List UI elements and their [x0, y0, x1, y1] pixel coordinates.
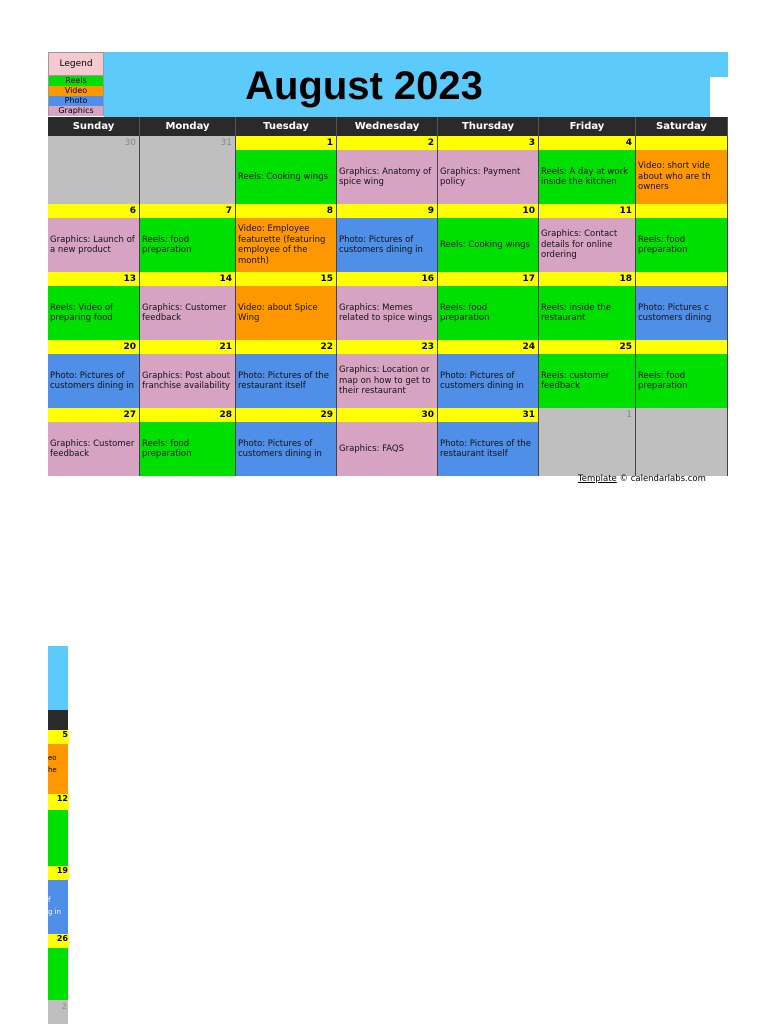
event-text: Graphics: Anatomy of spice wing [339, 166, 432, 187]
event-text: Graphics: Memes related to spice wings [339, 302, 433, 323]
day-number: 24 [438, 340, 538, 354]
week-row [48, 340, 728, 408]
event-text: Reels: food preparation [142, 234, 192, 255]
day-cell[interactable] [140, 408, 236, 476]
fragment-text: eo [48, 754, 57, 762]
event-text: Graphics: Post about franchise availability [142, 370, 231, 391]
legend-item-reels: Reels [48, 76, 104, 86]
event-text: Graphics: Customer feedback [50, 438, 135, 459]
event-text: Photo: Pictures of customers dining in [238, 438, 322, 459]
event-text: Reels: A day at work inside the kitchen [541, 166, 629, 187]
day-cell[interactable] [337, 136, 438, 204]
day-number: 20 [48, 340, 139, 354]
day-cell[interactable] [636, 136, 728, 204]
event-text: Photo: Pictures c customers dining [638, 302, 712, 323]
day-cell[interactable] [48, 408, 140, 476]
day-cell[interactable] [236, 136, 337, 204]
legend-item-graphics: Graphics [48, 106, 104, 116]
day-cell[interactable] [236, 272, 337, 340]
fragment-day-num: 2 [48, 1000, 68, 1024]
day-cell[interactable] [636, 272, 728, 340]
event-text: Graphics: Payment policy [440, 166, 521, 187]
day-cell[interactable] [438, 136, 539, 204]
day-number: 28 [140, 408, 235, 422]
weekday-header-row [48, 117, 728, 136]
template-link[interactable]: Template [578, 474, 617, 484]
weekday-header-saturday: Saturday [636, 117, 728, 136]
calendar-title: August 2023 [245, 64, 483, 108]
day-number [636, 408, 727, 422]
day-number: 14 [140, 272, 235, 286]
event-text: Reels: food preparation [638, 234, 688, 255]
day-cell[interactable] [48, 204, 140, 272]
day-cell[interactable] [438, 272, 539, 340]
event-text: Photo: Pictures of customers dining in [440, 370, 524, 391]
event-text: Reels: customer feedback [541, 370, 610, 391]
week-row [48, 408, 728, 476]
day-number [636, 136, 727, 150]
event-text: Graphics: Location or map on how to get to their restaurant [339, 365, 431, 397]
day-number: 18 [539, 272, 635, 286]
day-cell[interactable] [438, 204, 539, 272]
day-number: 1 [539, 408, 635, 422]
day-number: 30 [337, 408, 437, 422]
day-cell[interactable] [636, 340, 728, 408]
event-text: Video: Employee featurette (featuring employee of the month) [238, 224, 326, 266]
day-cell[interactable] [636, 204, 728, 272]
day-number: 7 [140, 204, 235, 218]
day-number: 31 [438, 408, 538, 422]
day-number: 21 [140, 340, 235, 354]
event-text: Photo: Pictures of customers dining in [339, 234, 423, 255]
weekday-header-sunday: Sunday [48, 117, 140, 136]
day-cell[interactable] [337, 204, 438, 272]
legend-item-video: Video [48, 86, 104, 96]
day-number: 10 [438, 204, 538, 218]
event-text: Reels: Cooking wings [440, 239, 530, 250]
day-number: 29 [236, 408, 336, 422]
day-cell[interactable] [140, 340, 236, 408]
day-cell[interactable] [236, 204, 337, 272]
day-cell[interactable] [539, 408, 636, 476]
fragment-text: g in [48, 908, 62, 916]
day-number: 6 [48, 204, 139, 218]
event-text: Video: short vide about who are th owners [638, 161, 711, 193]
event-text: Reels: Cooking wings [238, 171, 328, 182]
day-cell[interactable] [236, 340, 337, 408]
day-cell[interactable] [48, 136, 140, 204]
day-number: 23 [337, 340, 437, 354]
day-number [636, 340, 727, 354]
fragment-text: f [48, 896, 51, 904]
day-cell[interactable] [539, 340, 636, 408]
legend [48, 52, 104, 118]
day-number: 13 [48, 272, 139, 286]
legend-title: Legend [48, 52, 104, 76]
day-number: 22 [236, 340, 336, 354]
day-cell[interactable] [48, 272, 140, 340]
day-number: 3 [438, 136, 538, 150]
event-text: Reels: food preparation [142, 438, 192, 459]
weekday-header-thursday: Thursday [438, 117, 539, 136]
event-text: Photo: Pictures of the restaurant itself [238, 370, 330, 391]
day-number: 25 [539, 340, 635, 354]
event-text: Reels: food preparation [440, 302, 490, 323]
week-row [48, 136, 728, 204]
day-cell[interactable] [140, 204, 236, 272]
day-number: 30 [48, 136, 139, 150]
weekday-header-wednesday: Wednesday [337, 117, 438, 136]
day-cell[interactable] [539, 272, 636, 340]
week-row [48, 204, 728, 272]
day-cell[interactable] [140, 272, 236, 340]
weekday-header-friday: Friday [539, 117, 636, 136]
day-number: 16 [337, 272, 437, 286]
day-number: 2 [337, 136, 437, 150]
day-number: 1 [236, 136, 336, 150]
event-text: Photo: Pictures of the restaurant itself [440, 438, 532, 459]
week-row [48, 272, 728, 340]
day-cell[interactable] [539, 204, 636, 272]
event-text: Graphics: Launch of a new product [50, 234, 135, 255]
weekday-header-monday: Monday [140, 117, 236, 136]
day-number: 8 [236, 204, 336, 218]
fragment-day-num: 5 [48, 730, 69, 744]
day-number: 31 [140, 136, 235, 150]
day-cell[interactable] [337, 408, 438, 476]
day-cell[interactable] [539, 136, 636, 204]
event-text: Photo: Pictures of customers dining in [50, 370, 134, 391]
event-text: Reels: inside the restaurant [541, 302, 612, 323]
event-text: Reels: Video of preparing food [50, 302, 114, 323]
day-number: 9 [337, 204, 437, 218]
weekday-header-tuesday: Tuesday [236, 117, 337, 136]
credit-line [578, 474, 706, 484]
fragment-day-num: 12 [48, 794, 69, 810]
fragment-text: he [48, 766, 57, 774]
day-number: 4 [539, 136, 635, 150]
day-cell[interactable] [337, 340, 438, 408]
day-number [636, 204, 727, 218]
fragment-day-num: 26 [48, 934, 69, 948]
day-number: 17 [438, 272, 538, 286]
day-cell[interactable] [636, 408, 728, 476]
day-cell[interactable] [337, 272, 438, 340]
event-text: Reels: food preparation [638, 370, 688, 391]
event-text: Graphics: FAQS [339, 443, 404, 454]
day-cell[interactable] [438, 408, 539, 476]
day-number: 15 [236, 272, 336, 286]
calendar-grid [48, 136, 728, 476]
day-cell[interactable] [140, 136, 236, 204]
credit-text: © calendarlabs.com [616, 474, 706, 484]
event-text: Graphics: Customer feedback [142, 302, 227, 323]
event-text: Graphics: Contact details for online ordering [541, 229, 618, 261]
day-number: 27 [48, 408, 139, 422]
day-number: 11 [539, 204, 635, 218]
second-page-fragment [48, 646, 68, 1024]
fragment-day-num: 19 [48, 866, 69, 880]
day-cell[interactable] [236, 408, 337, 476]
day-cell[interactable] [438, 340, 539, 408]
day-number [636, 272, 727, 286]
event-text: Video: about Spice Wing [238, 302, 318, 323]
legend-item-photo: Photo [48, 96, 104, 106]
day-cell[interactable] [48, 340, 140, 408]
